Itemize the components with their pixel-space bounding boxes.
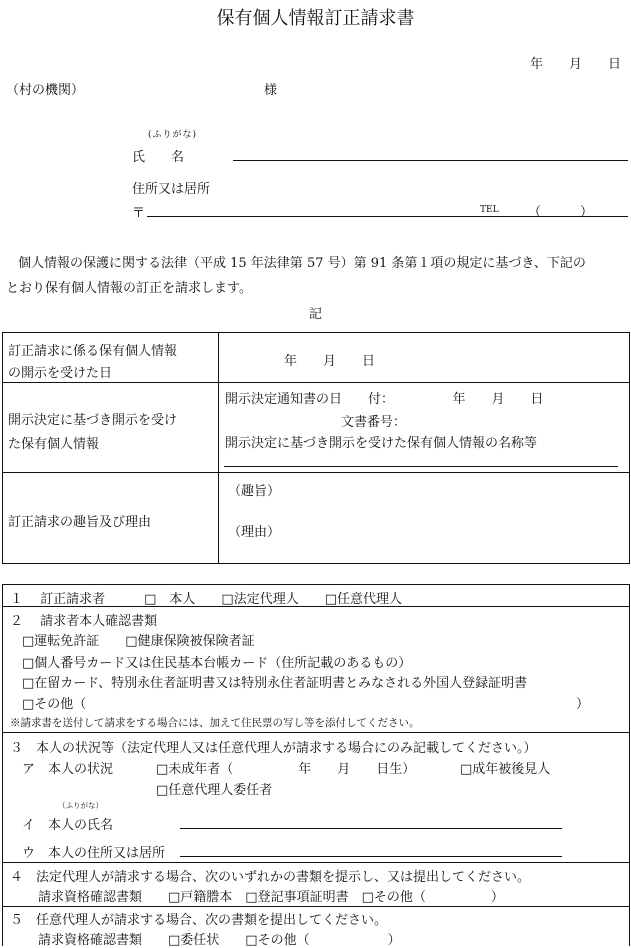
row1-label-2: の開示を受けた日 xyxy=(8,366,113,381)
row2-label-1: 開示決定に基づき開示を受け xyxy=(8,413,178,428)
section-3-head: ３ 本人の状況等（法定代理人又は任意代理人が請求する場合にのみ記載してください。） xyxy=(10,741,537,756)
principal-address-line[interactable] xyxy=(180,856,562,857)
addressee: （村の機関） xyxy=(6,83,85,98)
address-label: 住所又は居所 xyxy=(132,182,211,197)
row1-label-1: 訂正請求に係る保有個人情報 xyxy=(8,344,178,359)
postal-mark: 〒 xyxy=(132,206,146,221)
section-5-body[interactable]: 請求資格確認書類 □委任状 □その他（ ） xyxy=(38,933,401,948)
intro-line-1: 個人情報の保護に関する法律（平成 15 年法律第 57 号）第 91 条第１項の規定に基づき、下記の xyxy=(18,256,586,271)
row2-value-2[interactable]: 文書番号： xyxy=(341,415,407,430)
row3-value-1[interactable]: （趣旨） xyxy=(228,484,281,499)
row3-label: 訂正請求の趣旨及び理由 xyxy=(8,515,152,530)
section-4-body[interactable]: 請求資格確認書類 □戸籍謄本 □登記事項証明書 □その他（ ） xyxy=(38,890,504,905)
doc-mynumber[interactable]: □個人番号カード又は住民基本台帳カード（住所記載のあるもの） xyxy=(22,656,412,671)
section-2-head: ２ 請求者本人確認書類 xyxy=(10,614,158,629)
row2-value-3: 開示決定に基づき開示を受けた保有個人情報の名称等 xyxy=(225,436,538,451)
date-line: 年 月 日 xyxy=(530,57,622,72)
doc-residence-card[interactable]: □在留カード、特別永住者証明書又は特別永住者証明書とみなされる外国人登録証明書 xyxy=(22,676,528,691)
row2-label-2: た保有個人情報 xyxy=(8,437,100,452)
doc-other-close: ） xyxy=(576,697,590,712)
tel-label: TEL xyxy=(480,205,499,215)
row3-value-2[interactable]: （理由） xyxy=(228,525,281,540)
section-4-head: ４ 法定代理人が請求する場合、次のいずれかの書類を提示し、又は提出してください。 xyxy=(10,870,531,885)
principal-name-line[interactable] xyxy=(180,828,562,829)
principal-furigana: （ふりがな） xyxy=(58,801,103,810)
principal-address-label: ウ 本人の住所又は居所 xyxy=(22,846,166,861)
ki-label: 記 xyxy=(308,307,322,322)
page-title: 保有個人情報訂正請求書 xyxy=(216,8,415,29)
doc-other[interactable]: □その他（ xyxy=(22,697,87,712)
row2-value-1[interactable]: 開示決定通知書の日 付： 年 月 日 xyxy=(225,392,544,407)
section-2-note: ※請求書を送付して請求をする場合には、加えて住民票の写し等を添付してください。 xyxy=(10,717,420,729)
tel-paren: （ ） xyxy=(528,205,594,220)
intro-line-2: とおり保有個人情報の訂正を請求します。 xyxy=(6,281,252,296)
section-1: １ 訂正請求者 □ 本人 □法定代理人 □任意代理人 xyxy=(10,592,402,607)
row2-name-line[interactable] xyxy=(224,466,618,467)
sama: 様 xyxy=(264,83,278,98)
status-ward[interactable]: □成年被後見人 xyxy=(460,762,551,777)
furigana-label: (ふりがな) xyxy=(148,130,198,140)
status-label: ア 本人の状況 xyxy=(22,762,114,777)
status-principal[interactable]: □任意代理人委任者 xyxy=(156,783,273,798)
name-field-line[interactable] xyxy=(233,160,628,161)
section-5-head: ５ 任意代理人が請求する場合、次の書類を提出してください。 xyxy=(10,913,388,928)
table1-divider xyxy=(218,332,219,564)
name-label: 氏 名 xyxy=(132,150,185,165)
row1-value[interactable]: 年 月 日 xyxy=(284,354,376,369)
status-minor[interactable]: □未成年者（ 年 月 日生） xyxy=(156,762,416,777)
principal-name-label: イ 本人の氏名 xyxy=(22,818,114,833)
doc-license[interactable]: □運転免許証 □健康保険被保険者証 xyxy=(22,634,255,649)
